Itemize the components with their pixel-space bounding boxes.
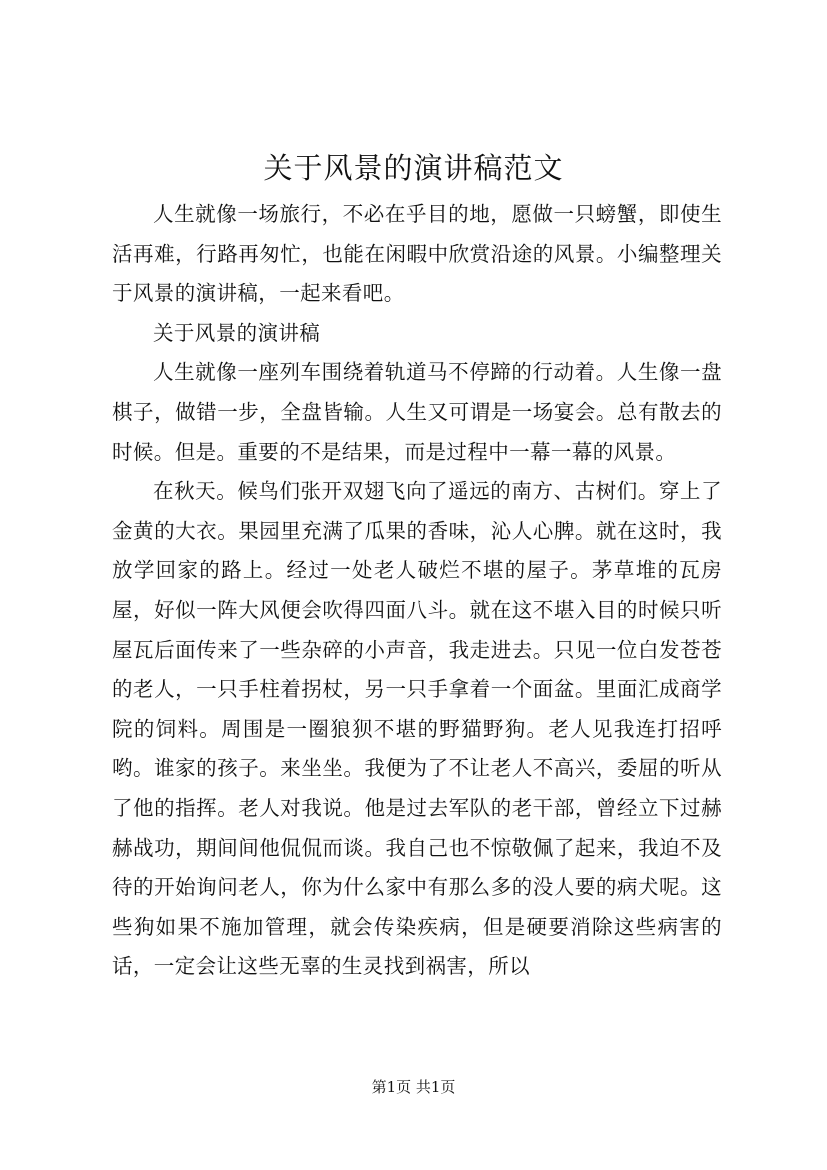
- section-heading: 关于风景的演讲稿: [153, 320, 321, 345]
- body-paragraph: 人生就像一座列车围绕着轨道马不停蹄的行动着。人生像一盘棋子，做错一步，全盘皆输。人生又可谓是一场宴会。总有散去的时候。但是。重要的不是结果，而是过程中一幕一幕的风景。: [112, 360, 722, 464]
- body-paragraph: 在秋天。候鸟们张开双翅飞向了遥远的南方、古树们。穿上了金黄的大衣。果园里充满了瓜果的香味，沁人心脾。就在这时，我放学回家的路上。经过一处老人破烂不堪的屋子。茅草堆的瓦房屋，好似一阵大风便会吹得四面八斗。就在这不堪入目的时候只听屋瓦后面传来了一些杂碎的小声音，我走进去。只见一位白发苍苍的老人，一只手柱着拐杖，另一只手拿着一个面盆。里面汇成商学院的饲料。周围是一圈狼狈不堪的野猫野狗。老人见我连打招呼哟。谁家的孩子。来坐坐。我便为了不让老人不高兴，委屈的听从了他的指挥。老人对我说。他是过去军队的老干部，曾经立下过赫赫战功，期间间他侃侃而谈。我自己也不惊敬佩了起来，我迫不及待的开始询问老人，你为什么家中有那么多的没人要的病犬呢。这些狗如果不施加管理，就会传染疾病，但是硬要消除这些病害的话，一定会让这些无辜的生灵找到祸害，所以: [112, 479, 722, 979]
- intro-paragraph: 人生就像一场旅行，不必在乎目的地，愿做一只螃蟹，即使生活再难，行路再匆忙，也能在闲暇中欣赏沿途的风景。小编整理关于风景的演讲稿，一起来看吧。: [112, 202, 722, 306]
- document-title: 关于风景的演讲稿范文: [263, 151, 564, 185]
- document-body: [112, 195, 722, 987]
- page-number-footer: 第1页 共1页: [371, 1078, 456, 1096]
